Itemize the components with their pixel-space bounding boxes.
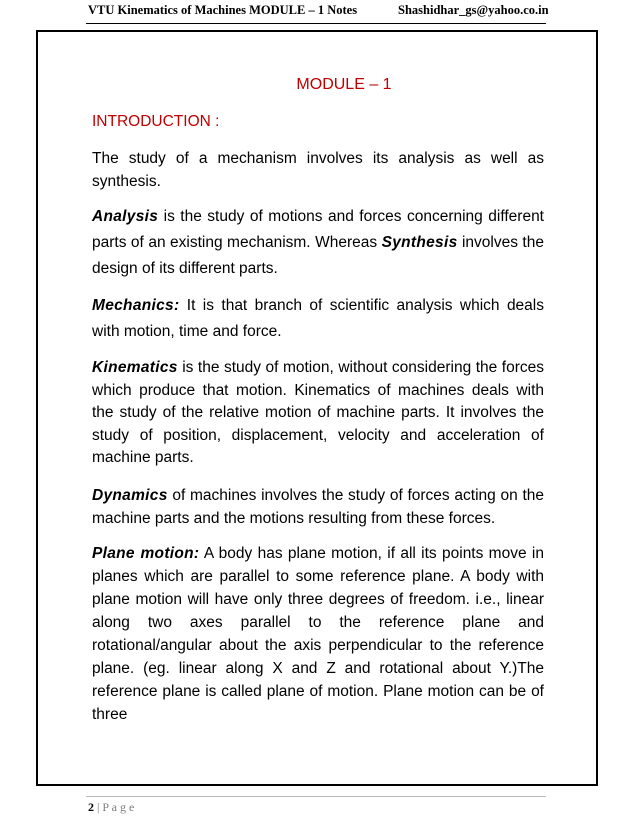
kinematics-text: is the study of motion, without considering the forces which produce that motion. Kinematics of machines deals with the study of the relative motion of machine parts. It involves the study of position, displacement, velocity and acceleration of machine parts. xyxy=(92,359,544,466)
kinematics-term: Kinematics xyxy=(92,359,178,376)
dynamics-text: of machines involves the study of forces acting on the machine parts and the motions resulting from these forces. xyxy=(92,486,544,527)
dynamics-term: Dynamics xyxy=(92,486,168,504)
footer-separator: | xyxy=(94,800,103,814)
dynamics-paragraph xyxy=(92,484,544,530)
analysis-term: Analysis xyxy=(92,208,159,225)
footer-divider xyxy=(86,796,546,797)
header-email: Shashidhar_gs@yahoo.co.in xyxy=(398,3,549,17)
page-number: 2 xyxy=(88,800,94,814)
page-label: P a g e xyxy=(102,800,135,814)
mechanics-text: It is that branch of scientific analysis which deals with motion, time and force. xyxy=(92,297,544,340)
page-footer xyxy=(88,800,134,815)
analysis-paragraph xyxy=(92,204,544,282)
mechanics-paragraph xyxy=(92,293,544,345)
plane-motion-text: A body has plane motion, if all its points move in planes which are parallel to some reference plane. A body with plane motion will have only three degrees of freedom. i.e., linear along two axes parallel to the reference plane and rotational/angular about the axis perpendicular to the reference plane. (eg. linear along X and Z and rotational about Y.)The reference plane is called plane of motion. Plane motion can be of three xyxy=(92,544,544,723)
mechanics-term: Mechanics: xyxy=(92,297,180,314)
document-body xyxy=(92,72,544,726)
synthesis-text: involves the design of its different parts. xyxy=(92,234,544,277)
intro-paragraph: The study of a mechanism involves its analysis as well as synthesis. xyxy=(92,150,544,190)
header-course-title: VTU Kinematics of Machines MODULE – 1 Notes xyxy=(88,3,358,17)
synthesis-term: Synthesis xyxy=(381,234,458,251)
analysis-text: is the study of motions and forces concerning different parts of an existing mechanism. Whereas xyxy=(92,208,544,251)
module-title: MODULE – 1 xyxy=(296,76,392,93)
plane-motion-term: Plane motion: xyxy=(92,544,200,562)
kinematics-paragraph xyxy=(92,357,544,470)
plane-motion-paragraph xyxy=(92,542,544,726)
section-title: INTRODUCTION : xyxy=(92,113,220,130)
header-divider xyxy=(86,23,546,24)
